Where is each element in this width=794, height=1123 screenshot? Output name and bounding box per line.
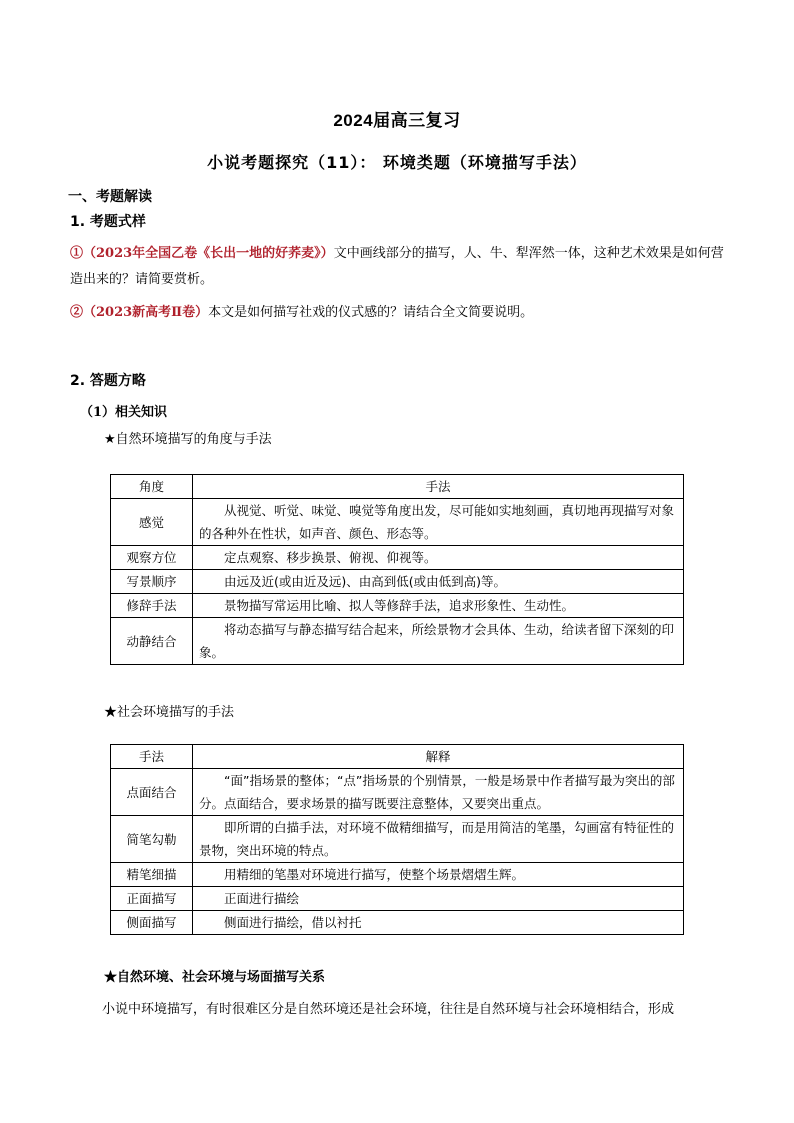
table-cell-method: 定点观察、移步换景、俯视、仰视等。 — [193, 546, 684, 570]
natural-environment-title: ★自然环境描写的角度与手法 — [104, 432, 272, 447]
table-cell-method: 景物描写常运用比喻、拟人等修辞手法，追求形象性、生动性。 — [193, 594, 684, 618]
question-2-text: 本文是如何描写社戏的仪式感的？请结合全文简要说明。 — [208, 305, 534, 320]
subsection-related-knowledge: （1）相关知识 — [80, 405, 168, 420]
natural-environment-table — [110, 474, 684, 665]
table-header-cell: 手法 — [193, 475, 684, 499]
table-row — [111, 570, 684, 594]
table-row — [111, 546, 684, 570]
table-row — [111, 863, 684, 887]
relation-paragraph: 小说中环境描写，有时很难区分是自然环境还是社会环境，往往是自然环境与社会环境相结合，形成 — [102, 1002, 675, 1017]
table-cell-technique: 精笔细描 — [111, 863, 193, 887]
subsection-heading-1: 1. 考题式样 — [70, 214, 146, 230]
table-header-cell: 角度 — [111, 475, 193, 499]
table-header-cell: 手法 — [111, 745, 193, 769]
table-cell-technique: 侧面描写 — [111, 911, 193, 935]
page-title: 2024届高三复习 — [333, 111, 461, 130]
table-cell-explanation: 用精细的笔墨对环境进行描写，使整个场景熠熠生辉。 — [193, 863, 684, 887]
table-row — [111, 769, 684, 816]
table-header-row — [111, 475, 684, 499]
table-header-row — [111, 745, 684, 769]
section-heading-2: 2. 答题方略 — [70, 373, 146, 389]
table-cell-explanation: 正面进行描绘 — [193, 887, 684, 911]
question-1-source: ①（2023年全国乙卷《长出一地的好荞麦》） — [70, 246, 334, 261]
table-row — [111, 816, 684, 863]
table-cell-method: 将动态描写与静态描写结合起来，所绘景物才会具体、生动，给读者留下深刻的印象。 — [193, 618, 684, 665]
table-cell-aspect: 修辞手法 — [111, 594, 193, 618]
table-cell-aspect: 动静结合 — [111, 618, 193, 665]
table-row — [111, 594, 684, 618]
table-cell-aspect: 感觉 — [111, 499, 193, 546]
table-row — [111, 618, 684, 665]
table-header-cell: 解释 — [193, 745, 684, 769]
table-cell-aspect: 写景顺序 — [111, 570, 193, 594]
table-row — [111, 911, 684, 935]
question-1 — [70, 241, 730, 293]
table-cell-technique: 点面结合 — [111, 769, 193, 816]
question-1-text: 文中画线部分的描写，人、牛、犁浑然一体，这种艺术效果是如何营造出来的？请简要赏析。 — [70, 246, 724, 287]
question-2-source: ②（2023新高考Ⅱ卷） — [70, 305, 209, 320]
table-cell-technique: 简笔勾勒 — [111, 816, 193, 863]
table-row — [111, 499, 684, 546]
social-environment-table — [110, 744, 684, 935]
table-cell-method: 从视觉、听觉、味觉、嗅觉等角度出发，尽可能如实地刻画，真切地再现描写对象的各种外在性状，如声音、颜色、形态等。 — [193, 499, 684, 546]
table-cell-aspect: 观察方位 — [111, 546, 193, 570]
table-row — [111, 887, 684, 911]
section-heading-1: 一、考题解读 — [68, 189, 152, 205]
page-subtitle: 小说考题探究（11）： 环境类题（环境描写手法） — [207, 153, 587, 172]
table-cell-explanation: 侧面进行描绘，借以衬托 — [193, 911, 684, 935]
table-cell-explanation: “面”指场景的整体；“点”指场景的个别情景，一般是场景中作者描写最为突出的部分。点面结合，要求场景的描写既要注意整体，又要突出重点。 — [193, 769, 684, 816]
table-cell-explanation: 即所谓的白描手法，对环境不做精细描写，而是用简洁的笔墨，勾画富有特征性的景物，突出环境的特点。 — [193, 816, 684, 863]
relation-title: ★自然环境、社会环境与场面描写关系 — [104, 970, 326, 985]
table-cell-method: 由远及近(或由近及远)、由高到低(或由低到高)等。 — [193, 570, 684, 594]
table-cell-technique: 正面描写 — [111, 887, 193, 911]
social-environment-title: ★社会环境描写的手法 — [104, 705, 235, 720]
question-2 — [70, 300, 730, 326]
